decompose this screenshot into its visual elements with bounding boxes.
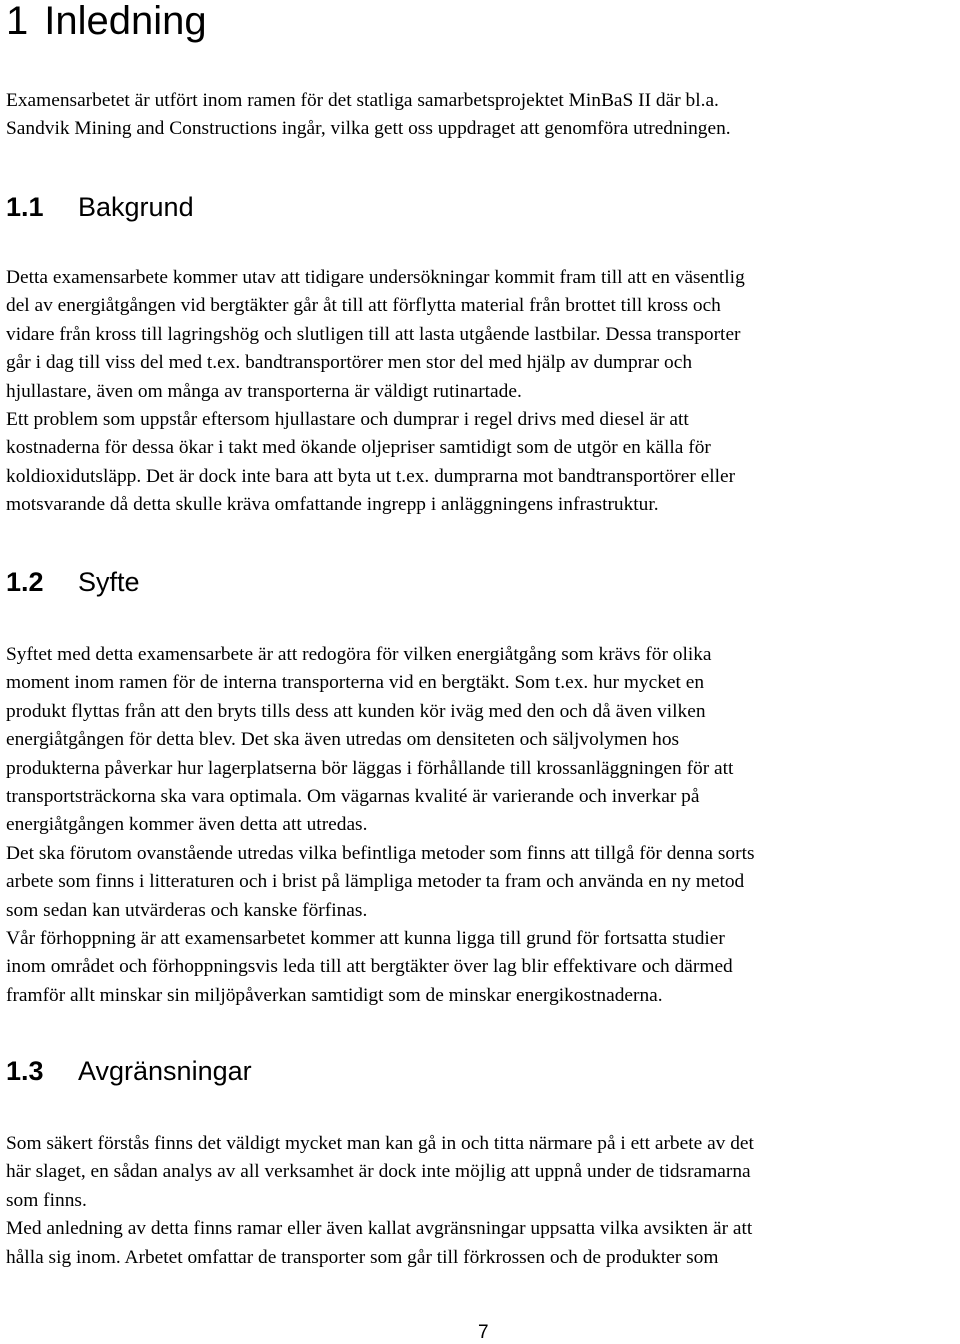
bakgrund-paragraph [6, 264, 960, 520]
section-title: Syfte [78, 567, 140, 597]
text-line: vidare från kross till lagringshög och slutligen till att lasta utgående lastbilar. Dessa transporter [6, 323, 741, 345]
text-line: transportsträckorna ska vara optimala. Om vägarnas kvalité är varierande och inverkar på [6, 786, 700, 808]
chapter-number: 1 [6, 0, 29, 43]
text-line: motsvarande då detta skulle kräva omfattande ingrepp i anläggningens infrastruktur. [6, 494, 659, 516]
section-title: Avgränsningar [78, 1056, 252, 1086]
text-line: energiåtgången för detta blev. Det ska även utredas om densiteten och säljvolymen hos [6, 729, 680, 751]
section-number: 1.3 [6, 1056, 44, 1086]
text-line: Detta examensarbete kommer utav att tidigare undersökningar kommit fram till att en väsentlig [6, 267, 745, 288]
text-line: del av energiåtgången vid bergtäkter går åt till att förflytta material från brottet till kross och [6, 295, 721, 317]
text-line: arbete som finns i litteraturen och i brist på lämpliga metoder ta fram och använda en ny metod [6, 871, 745, 893]
text-line: som sedan kan utvärderas och kanske förfinas. [6, 899, 368, 921]
text-line: Examensarbetet är utfört inom ramen för det statliga samarbetsprojektet MinBaS II där bl.a. [6, 90, 719, 111]
text-line: går i dag till viss del med t.ex. bandtransportörer men stor del med hjälp av dumprar och [6, 352, 693, 374]
text-line: Vår förhoppning är att examensarbetet kommer att kunna ligga till grund för fortsatta studier [6, 928, 725, 950]
chapter-heading [6, 0, 207, 44]
section-number: 1.1 [6, 192, 44, 222]
text-line: Som säkert förstås finns det väldigt mycket man kan gå in och titta närmare på i ett arbete av det [6, 1133, 754, 1154]
chapter-title: Inledning [44, 0, 207, 43]
page-number: 7 [478, 1322, 489, 1343]
section-title: Bakgrund [78, 192, 194, 222]
text-line: här slaget, en sådan analys av all verksamhet är dock inte möjlig att uppnå under de tidsramarna [6, 1161, 751, 1183]
text-line: Sandvik Mining and Constructions ingår, vilka gett oss uppdraget att genomföra utredningen. [6, 118, 731, 140]
text-line: som finns. [6, 1189, 87, 1211]
text-line: inom området och förhoppningsvis leda till att bergtäkter över lag blir effektivare och därmed [6, 956, 733, 978]
text-line: kostnaderna för dessa ökar i takt med ökande oljepriser samtidigt som de utgör en källa för [6, 437, 711, 459]
text-line: energiåtgången kommer även detta att utredas. [6, 814, 368, 836]
text-line: koldioxidutsläpp. Det är dock inte bara att byta ut t.ex. dumprarna mot bandtransportörer eller [6, 465, 736, 487]
section-heading-avgransningar [6, 1055, 252, 1087]
text-line: Det ska förutom ovanstående utredas vilka befintliga metoder som finns att tillgå för denna sorts [6, 842, 755, 864]
intro-paragraph [6, 87, 960, 144]
avgransningar-paragraph [6, 1130, 960, 1272]
section-number: 1.2 [6, 567, 44, 597]
text-line: Med anledning av detta finns ramar eller även kallat avgränsningar uppsatta vilka avsikten är att [6, 1218, 753, 1240]
section-heading-bakgrund [6, 191, 194, 223]
syfte-paragraph [6, 641, 960, 1010]
text-line: hjullastare, även om många av transporterna är väldigt rutinartade. [6, 380, 522, 402]
text-line: framför allt minskar sin miljöpåverkan samtidigt som de minskar energikostnaderna. [6, 984, 663, 1006]
text-line: Ett problem som uppstår eftersom hjullastare och dumprar i regel drivs med diesel är att [6, 409, 689, 431]
section-heading-syfte [6, 566, 140, 598]
text-line: produkterna påverkar hur lagerplatserna bör läggas i förhållande till krossanläggningen för att [6, 757, 734, 779]
text-line: moment inom ramen för de interna transporterna vid en bergtäkt. Som t.ex. hur mycket en [6, 672, 705, 694]
text-line: Syftet med detta examensarbete är att redogöra för vilken energiåtgång som krävs för olika [6, 644, 712, 665]
text-line: produkt flyttas från att den bryts tills dess att kunden kör iväg med den och då även vilken [6, 700, 706, 722]
text-line: hålla sig inom. Arbetet omfattar de transporter som går till förkrossen och de produkter som [6, 1246, 719, 1268]
